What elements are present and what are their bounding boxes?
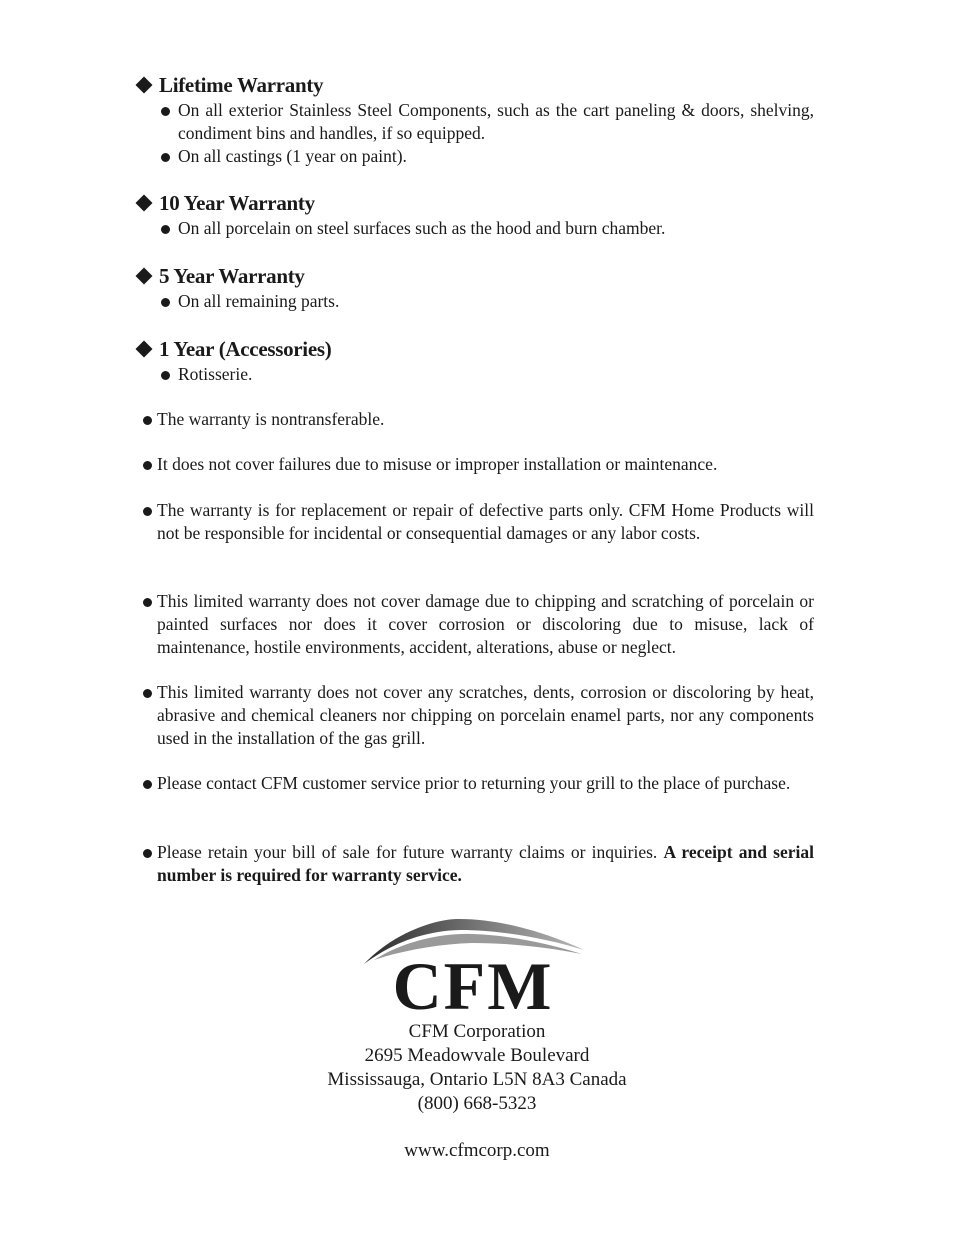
company-name: CFM Corporation bbox=[408, 1021, 546, 1042]
warranty-item: On all castings (1 year on paint). bbox=[178, 145, 814, 168]
warranty-section-10-year bbox=[134, 191, 824, 240]
company-street: 2695 Meadowvale Boulevard bbox=[364, 1045, 590, 1066]
warranty-heading: 10 Year Warranty bbox=[134, 191, 824, 215]
cfm-logo bbox=[360, 916, 586, 1012]
company-address bbox=[277, 1020, 677, 1116]
term-paragraph: It does not cover failures due to misuse or improper installation or maintenance. bbox=[157, 453, 814, 476]
diamond-bullet-icon bbox=[136, 195, 153, 212]
warranty-item: Rotisserie. bbox=[178, 363, 814, 386]
bullet-icon bbox=[143, 598, 152, 607]
bullet-icon bbox=[143, 849, 152, 858]
bullet-icon bbox=[161, 107, 170, 116]
bullet-icon bbox=[143, 416, 152, 425]
logo-wordmark: CFM bbox=[392, 948, 554, 1012]
warranty-item: On all porcelain on steel surfaces such as the hood and burn chamber. bbox=[178, 217, 814, 240]
term-paragraph: This limited warranty does not cover damage due to chipping and scratching of porcelain or painted surfaces nor does it cover corrosion or discoloring due to misuse, lack of maintenance, hostile environments, accident, alterations, abuse or neglect. bbox=[157, 590, 814, 659]
bullet-icon bbox=[161, 225, 170, 234]
company-website[interactable]: www.cfmcorp.com bbox=[404, 1140, 550, 1161]
company-city: Mississauga, Ontario L5N 8A3 Canada bbox=[327, 1069, 627, 1090]
bullet-icon bbox=[161, 298, 170, 307]
bullet-icon bbox=[161, 371, 170, 380]
term-paragraph-receipt: Please retain your bill of sale for future warranty claims or inquiries. A receipt and serial number is required for warranty service. bbox=[157, 841, 814, 887]
diamond-bullet-icon bbox=[136, 341, 153, 358]
bullet-icon bbox=[143, 461, 152, 470]
bullet-icon bbox=[161, 153, 170, 162]
warranty-heading: 5 Year Warranty bbox=[134, 264, 824, 288]
bullet-icon bbox=[143, 507, 152, 516]
bullet-icon bbox=[143, 689, 152, 698]
bullet-icon bbox=[143, 780, 152, 789]
warranty-section-lifetime bbox=[134, 73, 824, 168]
receipt-requirement: A receipt and serial number is required for warranty service. bbox=[157, 842, 815, 885]
warranty-heading: 1 Year (Accessories) bbox=[134, 337, 824, 361]
term-paragraph: Please contact CFM customer service prior to returning your grill to the place of purchase. bbox=[157, 772, 814, 795]
warranty-section-5-year bbox=[134, 264, 824, 313]
warranty-heading: Lifetime Warranty bbox=[134, 73, 824, 97]
warranty-item: On all exterior Stainless Steel Components, such as the cart paneling & doors, shelving, condiment bins and handles, if so equipped. bbox=[178, 99, 814, 145]
term-paragraph: The warranty is nontransferable. bbox=[157, 408, 814, 431]
term-paragraph: The warranty is for replacement or repair of defective parts only. CFM Home Products will not be responsible for incidental or consequential damages or any labor costs. bbox=[157, 499, 814, 545]
diamond-bullet-icon bbox=[136, 268, 153, 285]
company-phone: (800) 668-5323 bbox=[417, 1093, 537, 1114]
warranty-section-1-year bbox=[134, 337, 824, 386]
term-paragraph: This limited warranty does not cover any scratches, dents, corrosion or discoloring by heat, abrasive and chemical cleaners nor chipping on porcelain enamel parts, nor any components used in the installation of the gas grill. bbox=[157, 681, 814, 750]
diamond-bullet-icon bbox=[136, 77, 153, 94]
warranty-item: On all remaining parts. bbox=[178, 290, 814, 313]
